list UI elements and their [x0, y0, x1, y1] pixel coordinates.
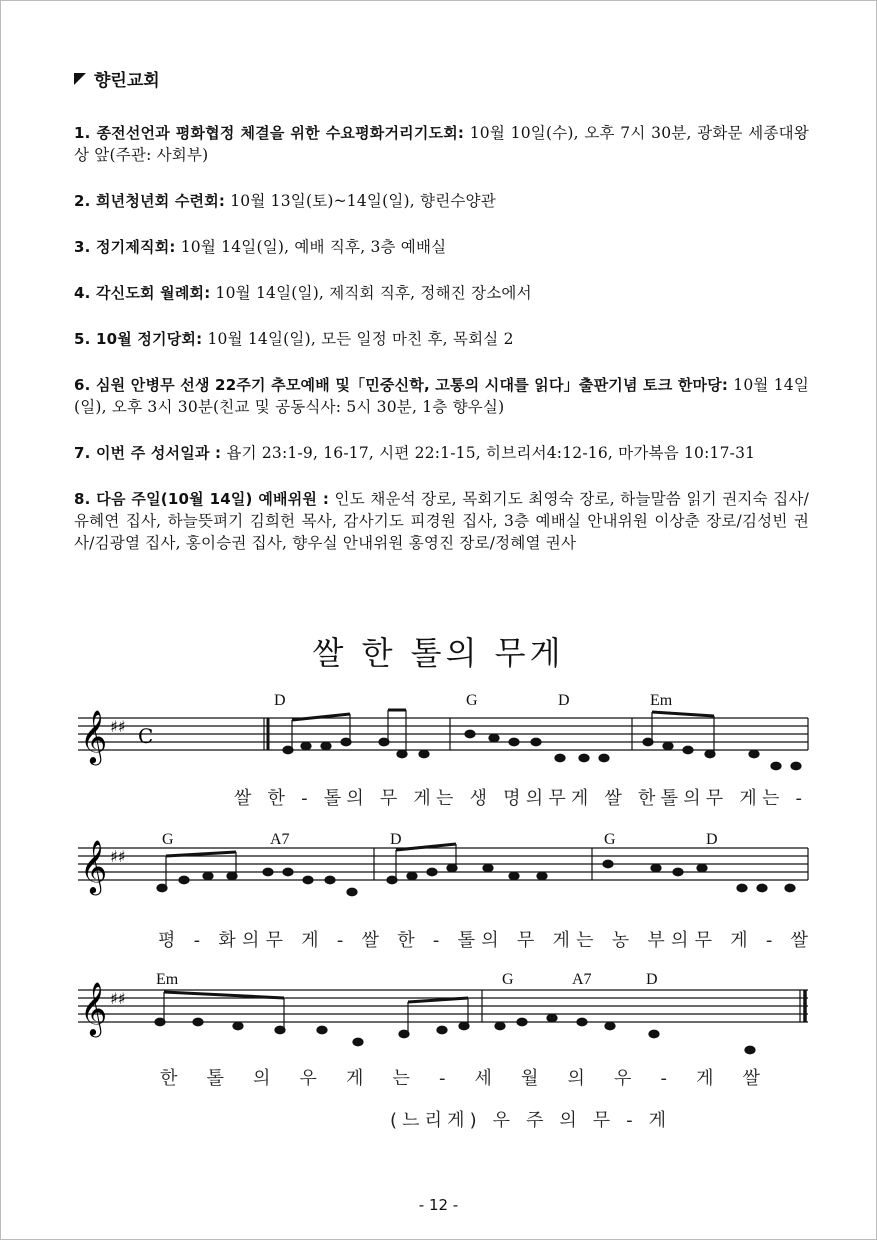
item-label: 2. 희년청년회 수련회:: [74, 192, 226, 210]
staff-line-1: [78, 718, 808, 750]
item-text: 10월 10일(수), 오후 7시 30분, 광화문 세종대왕상 앞(주관: 사회부): [74, 124, 810, 164]
item-label: 8. 다음 주일(10월 14일) 예배위원 :: [74, 490, 330, 508]
song-title: 쌀 한 톨의 무게: [312, 634, 565, 672]
item-label: 7. 이번 주 성서일과 :: [74, 444, 222, 462]
triangle-bullet-icon: [74, 73, 86, 85]
treble-clef-icon: 𝄞: [80, 981, 108, 1035]
chord-label: D: [274, 692, 286, 709]
chord-label: D: [390, 831, 402, 848]
treble-clef-icon: 𝄞: [80, 709, 108, 763]
chord-label: G: [502, 971, 514, 988]
chord-label: D: [558, 692, 570, 709]
chord-label: D: [646, 971, 658, 988]
chord-label: Em: [156, 971, 179, 988]
item-text: 욥기 23:1-9, 16-17, 시편 22:1-15, 히브리서4:12-16, 마가복음 10:17-31: [221, 444, 756, 462]
item-text: 10월 14일(일), 오후 3시 30분(친교 및 공동식사: 5시 30분, 1층 향우실): [74, 376, 809, 416]
item-label: 4. 각신도회 월례회:: [74, 284, 211, 302]
lyrics-line-1: 쌀 한 - 톨의 무 게는 생 명의무게 쌀 한톨의무 게는 -: [234, 788, 802, 809]
section-heading: [74, 66, 160, 91]
notes-line-3: [155, 992, 755, 1054]
announcement-item: [74, 374, 809, 418]
page-number: - 12 -: [418, 1196, 459, 1214]
lyrics-line-4: (느리게) 우 주 의 무 - 게: [390, 1110, 666, 1131]
notes-line-2: [157, 844, 795, 896]
treble-clef-icon: 𝄞: [80, 839, 108, 893]
item-text: 인도 채운석 장로, 목회기도 최영숙 장로, 하늘말씀 읽기 권지숙 집사/유혜연 집사, 하늘뜻펴기 김희헌 목사, 감사기도 피경원 집사, 3층 예배실 안내위원 이상춘 장로/김성빈 권사/김광열 집사, 홍이승권 집사, 향우실 안내위원 홍영진 장로/정혜열 권사: [74, 490, 809, 552]
chord-label: G: [604, 831, 616, 848]
item-text: 10월 14일(일), 모든 일정 마친 후, 목회실 2: [202, 330, 514, 348]
chord-label: G: [466, 692, 478, 709]
staff-line-3: [78, 990, 808, 1022]
chord-label: D: [706, 831, 718, 848]
time-signature: C: [138, 724, 154, 748]
chord-label: A7: [572, 971, 592, 988]
key-signature: ♯♯: [110, 717, 126, 736]
announcement-item: [74, 122, 809, 166]
chord-label: G: [162, 831, 174, 848]
announcement-item: [74, 328, 809, 350]
section-title: 향린교회: [94, 71, 160, 91]
key-signature: ♯♯: [110, 847, 126, 866]
sheet-music: [74, 680, 812, 1140]
staff-line-2: [78, 848, 808, 880]
item-label: 1. 종전선언과 평화협정 체결을 위한 수요평화거리기도회:: [74, 124, 465, 142]
lyrics-line-3: 한 톨 의 우 게 는 - 세 월 의 우 - 게 쌀: [160, 1068, 760, 1089]
announcement-item: [74, 442, 809, 464]
key-signature: ♯♯: [110, 989, 126, 1008]
item-text: 10월 14일(일), 제직회 직후, 정해진 장소에서: [210, 284, 532, 302]
item-label: 5. 10월 정기당회:: [74, 330, 203, 348]
announcement-list: [74, 122, 809, 578]
announcement-item: [74, 190, 809, 212]
announcement-item: [74, 282, 809, 304]
item-label: 3. 정기제직회:: [74, 238, 176, 256]
chord-label: Em: [650, 692, 673, 709]
item-label: 6. 심원 안병무 선생 22주기 추모예배 및「민중신학, 고통의 시대를 읽다」출판기념 토크 한마당:: [74, 376, 729, 394]
chord-label: A7: [270, 831, 290, 848]
lyrics-line-2: 평 - 화의무 게 - 쌀 한 - 톨의 무 게는 농 부의무 게 - 쌀: [158, 930, 809, 951]
item-text: 10월 13일(토)~14일(일), 향린수양관: [225, 192, 496, 210]
announcement-item: [74, 488, 809, 554]
item-text: 10월 14일(일), 예배 직후, 3층 예배실: [175, 238, 447, 256]
announcement-item: [74, 236, 809, 258]
notes-line-1: [283, 710, 801, 770]
